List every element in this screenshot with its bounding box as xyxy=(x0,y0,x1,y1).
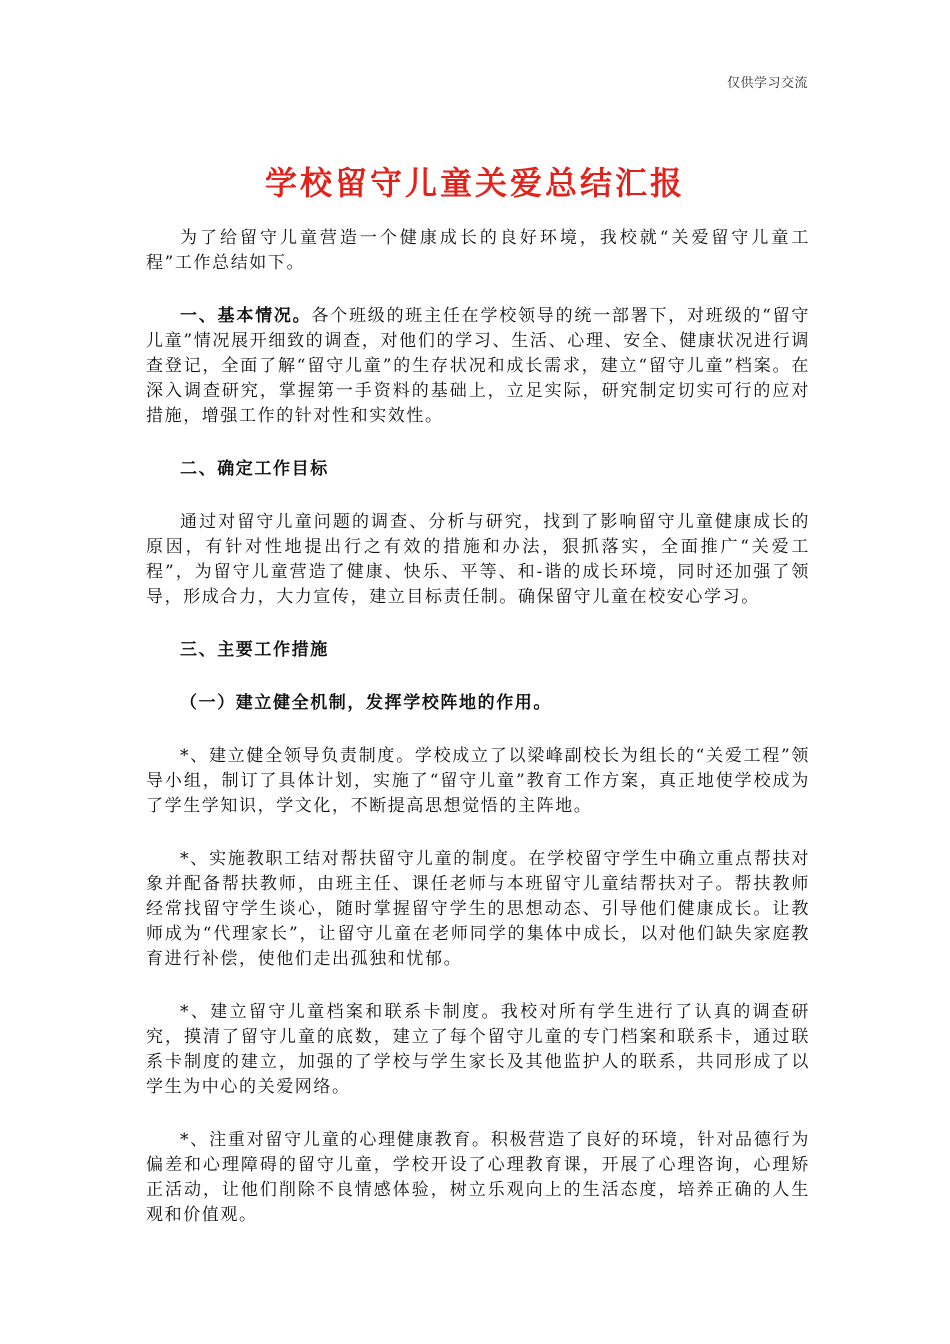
list-item: *、实施教职工结对帮扶留守儿童的制度。在学校留守学生中确立重点帮扶对象并配备帮扶教师，由班主任、课任老师与本班留守儿童结帮扶对子。帮扶教师经常找留守学生谈心，随时掌握留守学生的思想动态、引导他们健康成长。让教师成为“代理家长”，让留守儿童在老师同学的集体中成长，以对他们缺失家庭教育进行补偿，使他们走出孤独和忧郁。 xyxy=(146,849,810,969)
watermark-text: 仅供学习交流 xyxy=(726,76,808,91)
section-basic-situation xyxy=(146,304,810,429)
list-item: *、建立留守儿童档案和联系卡制度。我校对所有学生进行了认真的调查研究，摸清了留守儿童的底数，建立了每个留守儿童的专门档案和联系卡，通过联系卡制度的建立，加强的了学校与学生家长及其他监护人的联系，共同形成了以学生为中心的关爱网络。 xyxy=(146,1002,810,1097)
section-text-basic: 各个班级的班主任在学校领导的统一部署下，对班级的“留守儿童”情况展开细致的调查，对他们的学习、生活、心理、安全、健康状况进行调查登记，全面了解“留守儿童”的生存状况和成长需求，建立“留守儿童”档案。在深入调查研究，掌握第一手资料的基础上，立足实际，研究制定切实可行的应对措施，增强工作的针对性和实效性。 xyxy=(146,306,810,426)
intro-paragraph: 为了给留守儿童营造一个健康成长的良好环境，我校就“关爱留守儿童工程”工作总结如下。 xyxy=(146,228,810,273)
list-item: *、建立健全领导负责制度。学校成立了以梁峰副校长为组长的“关爱工程”领导小组，制订了具体计划，实施了“留守儿童”教育工作方案，真正地使学校成为了学生学知识，学文化，不断提高思想觉悟的主阵地。 xyxy=(146,746,810,816)
section-text-goals: 通过对留守儿童问题的调查、分析与研究，找到了影响留守儿童健康成长的原因，有针对性地提出行之有效的措施和办法，狠抓落实，全面推广“关爱工程”，为留守儿童营造了健康、快乐、平等、和-谐的成长环境，同时还加强了领导，形成合力，大力宣传，建立目标责任制。确保留守儿童在校安心学习。 xyxy=(146,512,810,607)
document-title: 学校留守儿童关爱总结汇报 xyxy=(264,164,685,202)
document-body xyxy=(146,226,810,1256)
list-item: *、注重对留守儿童的心理健康教育。积极营造了良好的环境，针对品德行为偏差和心理障碍的留守儿童，学校开设了心理教育课，开展了心理咨询，心理矫正活动，让他们削除不良情感体验，树立乐观向上的生活态度，培养正确的人生观和价值观。 xyxy=(146,1130,810,1225)
section-heading-basic: 一、基本情况。 xyxy=(180,306,312,326)
subsection-heading-mechanism: （一）建立健全机制，发挥学校阵地的作用。 xyxy=(180,693,552,713)
section-heading-measures: 三、主要工作措施 xyxy=(180,640,329,660)
section-heading-goals: 二、确定工作目标 xyxy=(180,459,329,479)
